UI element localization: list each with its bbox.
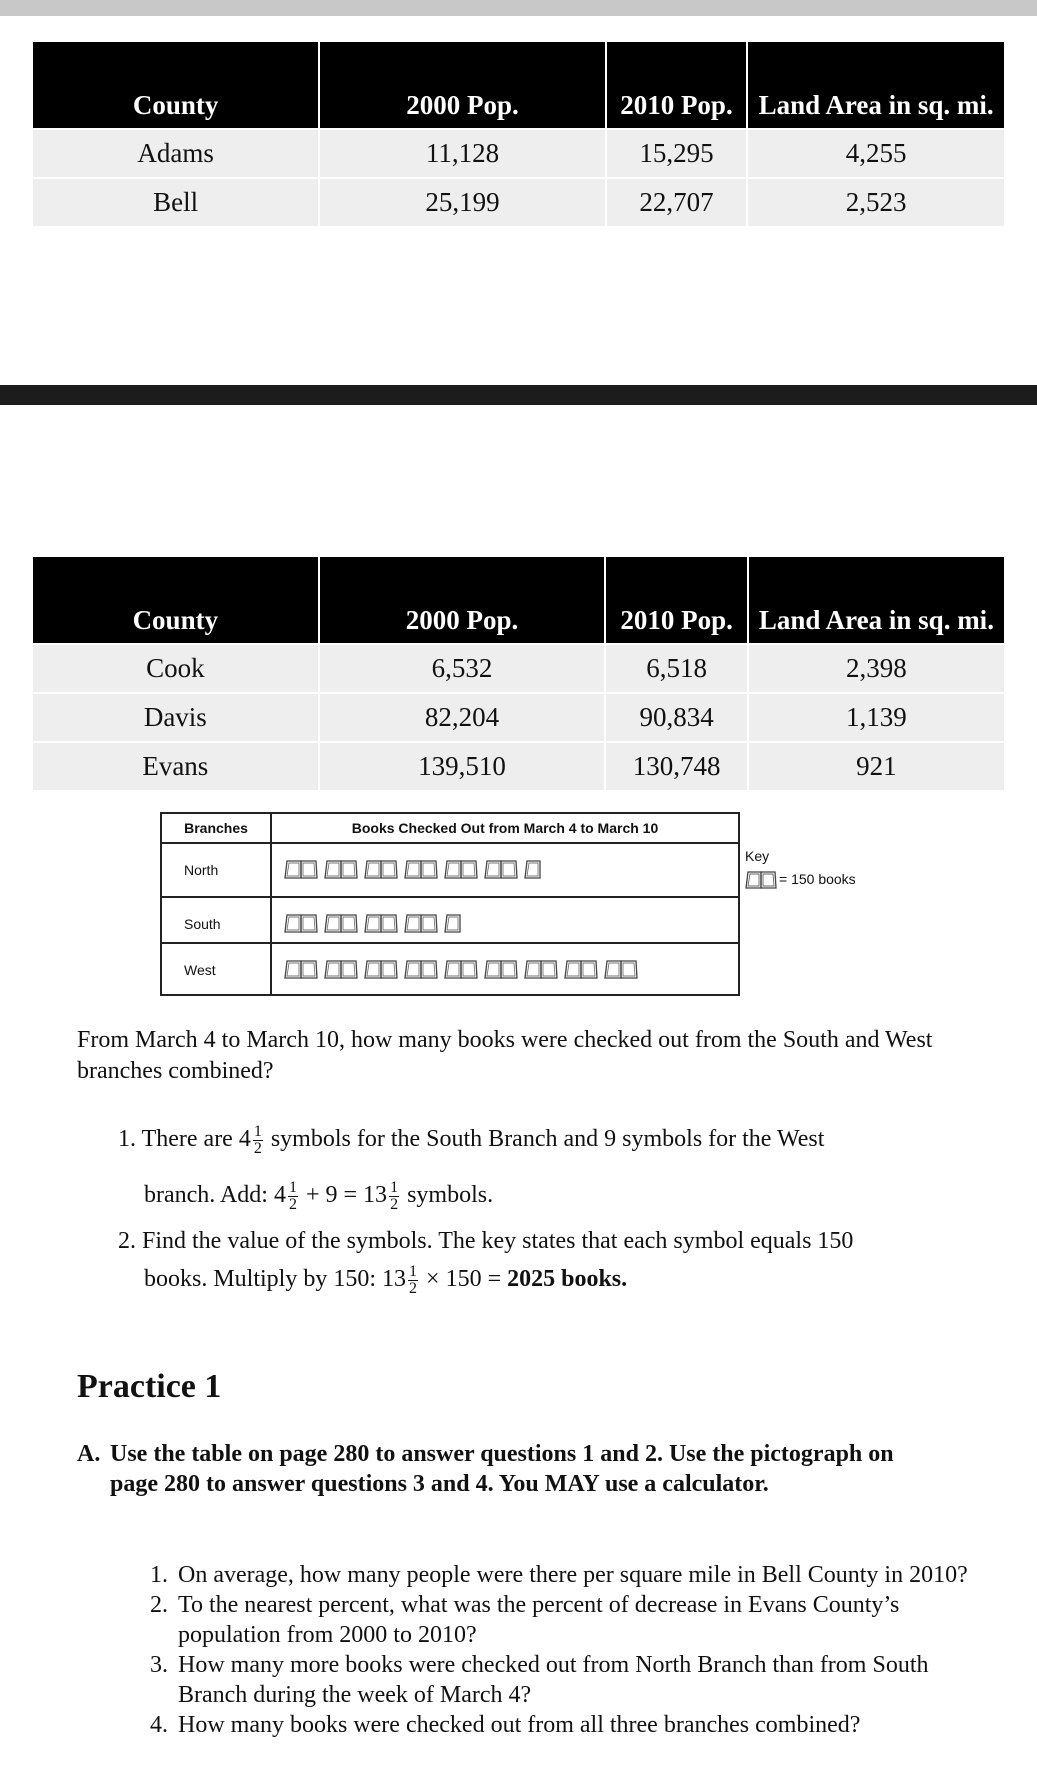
question-number: 4. [150, 1712, 168, 1738]
example-question: From March 4 to March 10, how many books were checked out from the South and West branches combined? [77, 1027, 933, 1084]
cell: Cook [33, 644, 319, 693]
practice-instructions [77, 1439, 927, 1499]
book-icon [524, 957, 558, 981]
symbol-row [284, 957, 638, 983]
cell: 25,199 [319, 178, 605, 226]
table-row [33, 742, 1004, 790]
step-text: Find the value of the symbols. The key states that each symbol equals 150 [142, 1228, 854, 1254]
cell: Bell [33, 178, 319, 226]
step-1-line-1 [118, 1124, 958, 1157]
symbol-row [284, 857, 541, 883]
practice-title: Practice 1 [77, 1368, 222, 1405]
answer-unit: books. [561, 1266, 628, 1293]
book-icon [324, 857, 358, 881]
cell: Evans [33, 742, 319, 790]
question-number: 1. [150, 1562, 168, 1588]
header-county: County [33, 557, 319, 644]
book-icon [444, 957, 478, 981]
section-letter: A. [77, 1441, 101, 1467]
answer-value: 2025 [507, 1266, 556, 1293]
cell: 15,295 [606, 129, 748, 178]
table-header-row [33, 42, 1004, 129]
cell: 4,255 [747, 129, 1004, 178]
book-icon [745, 868, 777, 890]
equation-text: + 9 = 13 [305, 1182, 388, 1209]
cell: 11,128 [319, 129, 605, 178]
cell: 921 [748, 742, 1004, 790]
header-2000-pop: 2000 Pop. [319, 42, 605, 129]
book-icon [444, 857, 478, 881]
cell: 6,532 [319, 644, 606, 693]
book-icon [284, 957, 318, 981]
header-land-area: Land Area in sq. mi. [747, 42, 1004, 129]
key-label: Key [745, 848, 770, 864]
book-icon [284, 857, 318, 881]
mixed-number-whole: 4 [273, 1182, 286, 1209]
book-icon [364, 911, 398, 935]
question-text: How many more books were checked out from North Branch than from South Branch during the week of March 4? [178, 1652, 929, 1708]
table-row [33, 178, 1004, 226]
practice-question-list [150, 1560, 970, 1740]
book-icon [364, 957, 398, 981]
book-icon [284, 911, 318, 935]
header-branches: Branches [184, 820, 248, 836]
cell: 82,204 [319, 693, 606, 742]
page-divider [0, 385, 1037, 405]
fraction: $\frac{1}{2}$ [253, 1123, 262, 1157]
book-icon [364, 857, 398, 881]
question-text: How many books were checked out from all three branches combined? [178, 1712, 861, 1738]
list-item [150, 1650, 970, 1710]
header-2010-pop: 2010 Pop. [606, 42, 748, 129]
book-icon [404, 911, 438, 935]
equation-text: × 150 = [426, 1266, 502, 1293]
county-table-1 [33, 42, 1004, 226]
cell: 6,518 [605, 644, 747, 693]
step-text: symbols. [407, 1182, 494, 1209]
half-book-icon [444, 911, 461, 935]
cell: 2,523 [747, 178, 1004, 226]
mixed-number-whole: 4 [238, 1126, 251, 1153]
step-1-line-2 [144, 1180, 984, 1213]
list-item [150, 1560, 970, 1590]
fraction: $\frac{1}{2}$ [288, 1179, 297, 1213]
county-table-2 [33, 557, 1004, 790]
symbol-row [284, 911, 461, 937]
header-2010-pop: 2010 Pop. [605, 557, 747, 644]
cell: 90,834 [605, 693, 747, 742]
table-header-row [33, 557, 1004, 644]
cell: 1,139 [748, 693, 1004, 742]
step-number: 1. [118, 1126, 136, 1153]
fraction: $\frac{1}{2}$ [409, 1263, 418, 1297]
fraction: $\frac{1}{2}$ [390, 1179, 399, 1213]
cell: 139,510 [319, 742, 606, 790]
question-text: To the nearest percent, what was the percent of decrease in Evans County’s population from 2000 to 2010? [178, 1592, 900, 1648]
half-book-icon [524, 857, 541, 881]
step-text: branch. Add: [144, 1182, 268, 1209]
pictograph-row-north [162, 844, 738, 896]
header-2000-pop: 2000 Pop. [319, 557, 606, 644]
branch-label: South [184, 916, 221, 932]
step-2-line-2 [144, 1264, 984, 1297]
header-county: County [33, 42, 319, 129]
question-text: On average, how many people were there per square mile in Bell County in 2010? [178, 1562, 968, 1588]
pictograph [160, 812, 740, 996]
branch-label: West [184, 962, 216, 978]
step-2-line-1 [118, 1226, 958, 1257]
table-row [33, 129, 1004, 178]
branch-label: North [184, 862, 219, 878]
pictograph-key [745, 848, 856, 890]
step-text: books. Multiply by 150: [144, 1266, 377, 1293]
question-number: 3. [150, 1652, 168, 1678]
step-text: symbols for the South Branch and 9 symbols for the West [270, 1126, 825, 1153]
list-item [150, 1710, 970, 1740]
cell: Adams [33, 129, 319, 178]
pictograph-header [162, 814, 738, 844]
book-icon [324, 957, 358, 981]
cell: 2,398 [748, 644, 1004, 693]
book-icon [564, 957, 598, 981]
pictograph-row-west [162, 944, 738, 996]
table-row [33, 693, 1004, 742]
list-item [150, 1590, 970, 1650]
table-row [33, 644, 1004, 693]
step-text: There are [141, 1126, 233, 1153]
header-land-area: Land Area in sq. mi. [748, 557, 1004, 644]
top-bar [0, 0, 1037, 16]
mixed-number-whole: 13 [382, 1266, 407, 1293]
book-icon [484, 957, 518, 981]
book-icon [604, 957, 638, 981]
pictograph-title: Books Checked Out from March 4 to March 10 [351, 820, 659, 836]
cell: 130,748 [605, 742, 747, 790]
book-icon [404, 957, 438, 981]
cell: Davis [33, 693, 319, 742]
book-icon [484, 857, 518, 881]
step-number: 2. [118, 1228, 136, 1254]
key-value: = 150 books [779, 871, 856, 887]
cell: 22,707 [606, 178, 748, 226]
instructions-text: Use the table on page 280 to answer questions 1 and 2. Use the pictograph on page 280 to answer questions 3 and 4. You MAY use a calculator. [110, 1441, 894, 1497]
question-number: 2. [150, 1592, 168, 1618]
book-icon [324, 911, 358, 935]
book-icon [404, 857, 438, 881]
